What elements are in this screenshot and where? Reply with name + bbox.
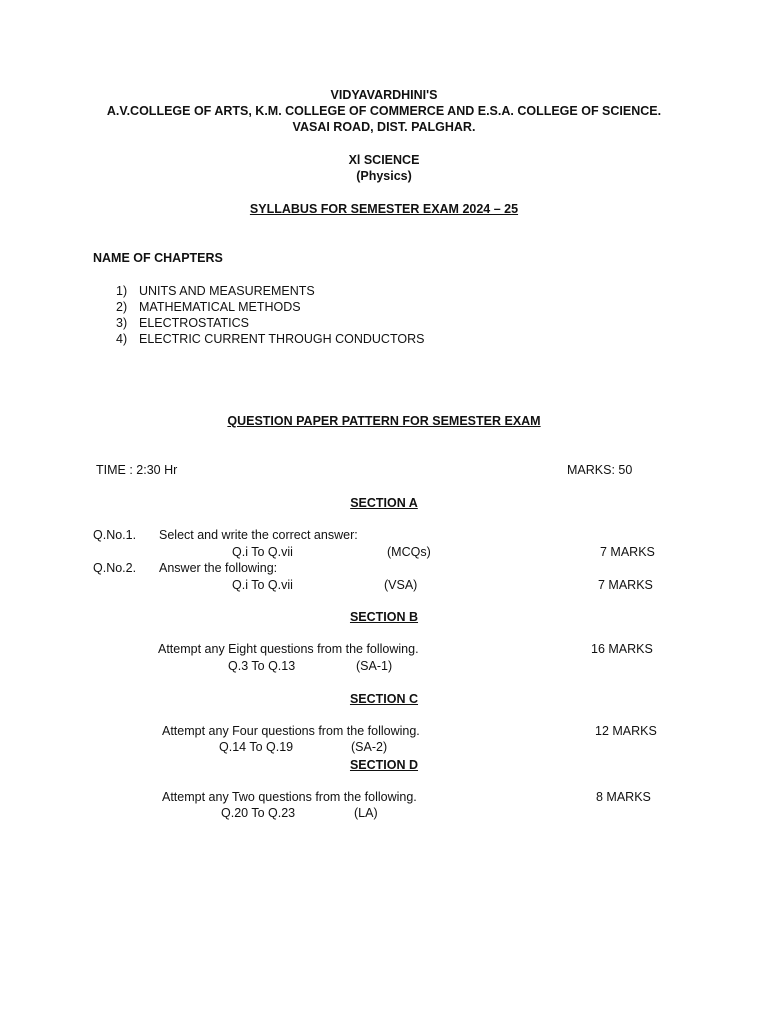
question-range: Q.3 To Q.13	[228, 659, 296, 673]
question-range: Q.14 To Q.19	[219, 740, 294, 754]
list-item: MATHEMATICAL METHODS	[139, 300, 301, 314]
class-name: Xl SCIENCE	[348, 153, 420, 167]
section-c-title: SECTION C	[349, 692, 419, 706]
question-text: Attempt any Eight questions from the following.	[158, 642, 419, 656]
syllabus-title: SYLLABUS FOR SEMESTER EXAM 2024 – 25	[249, 202, 519, 216]
question-number: Q.No.2.	[93, 561, 137, 575]
question-marks: 8 MARKS	[596, 790, 651, 804]
college-address: VASAI ROAD, DIST. PALGHAR.	[292, 120, 476, 134]
question-text: Attempt any Two questions from the following.	[162, 790, 417, 804]
list-item: UNITS AND MEASUREMENTS	[139, 284, 315, 298]
question-marks: 12 MARKS	[595, 724, 657, 738]
question-type: (SA-1)	[356, 659, 393, 673]
section-b-title: SECTION B	[349, 610, 419, 624]
list-item: ELECTRIC CURRENT THROUGH CONDUCTORS	[139, 332, 425, 346]
question-type: (SA-2)	[351, 740, 388, 754]
list-item-number: 3)	[116, 316, 128, 330]
list-item-number: 1)	[116, 284, 128, 298]
list-item-number: 2)	[116, 300, 128, 314]
question-marks: 16 MARKS	[591, 642, 653, 656]
subject-name: (Physics)	[356, 169, 412, 183]
question-range: Q.i To Q.vii	[232, 578, 293, 592]
chapters-heading: NAME OF CHAPTERS	[93, 251, 223, 265]
question-text: Answer the following:	[159, 561, 278, 575]
question-marks: 7 MARKS	[600, 545, 655, 559]
college-names: A.V.COLLEGE OF ARTS, K.M. COLLEGE OF COMMERCE AND E.S.A. COLLEGE OF SCIENCE.	[106, 104, 662, 118]
question-type: (LA)	[354, 806, 378, 820]
question-marks: 7 MARKS	[598, 578, 653, 592]
question-range: Q.20 To Q.23	[221, 806, 296, 820]
question-range: Q.i To Q.vii	[232, 545, 293, 559]
institution-name: VIDYAVARDHINI'S	[330, 88, 438, 102]
list-item-number: 4)	[116, 332, 128, 346]
section-a-title: SECTION A	[350, 496, 418, 510]
exam-time: TIME : 2:30 Hr	[96, 463, 178, 477]
section-d-title: SECTION D	[349, 758, 419, 772]
pattern-title: QUESTION PAPER PATTERN FOR SEMESTER EXAM	[227, 414, 541, 428]
total-marks: MARKS: 50	[567, 463, 633, 477]
question-text: Attempt any Four questions from the following.	[162, 724, 420, 738]
question-type: (VSA)	[384, 578, 418, 592]
question-number: Q.No.1.	[93, 528, 137, 542]
question-text: Select and write the correct answer:	[159, 528, 358, 542]
list-item: ELECTROSTATICS	[139, 316, 249, 330]
question-type: (MCQs)	[387, 545, 431, 559]
